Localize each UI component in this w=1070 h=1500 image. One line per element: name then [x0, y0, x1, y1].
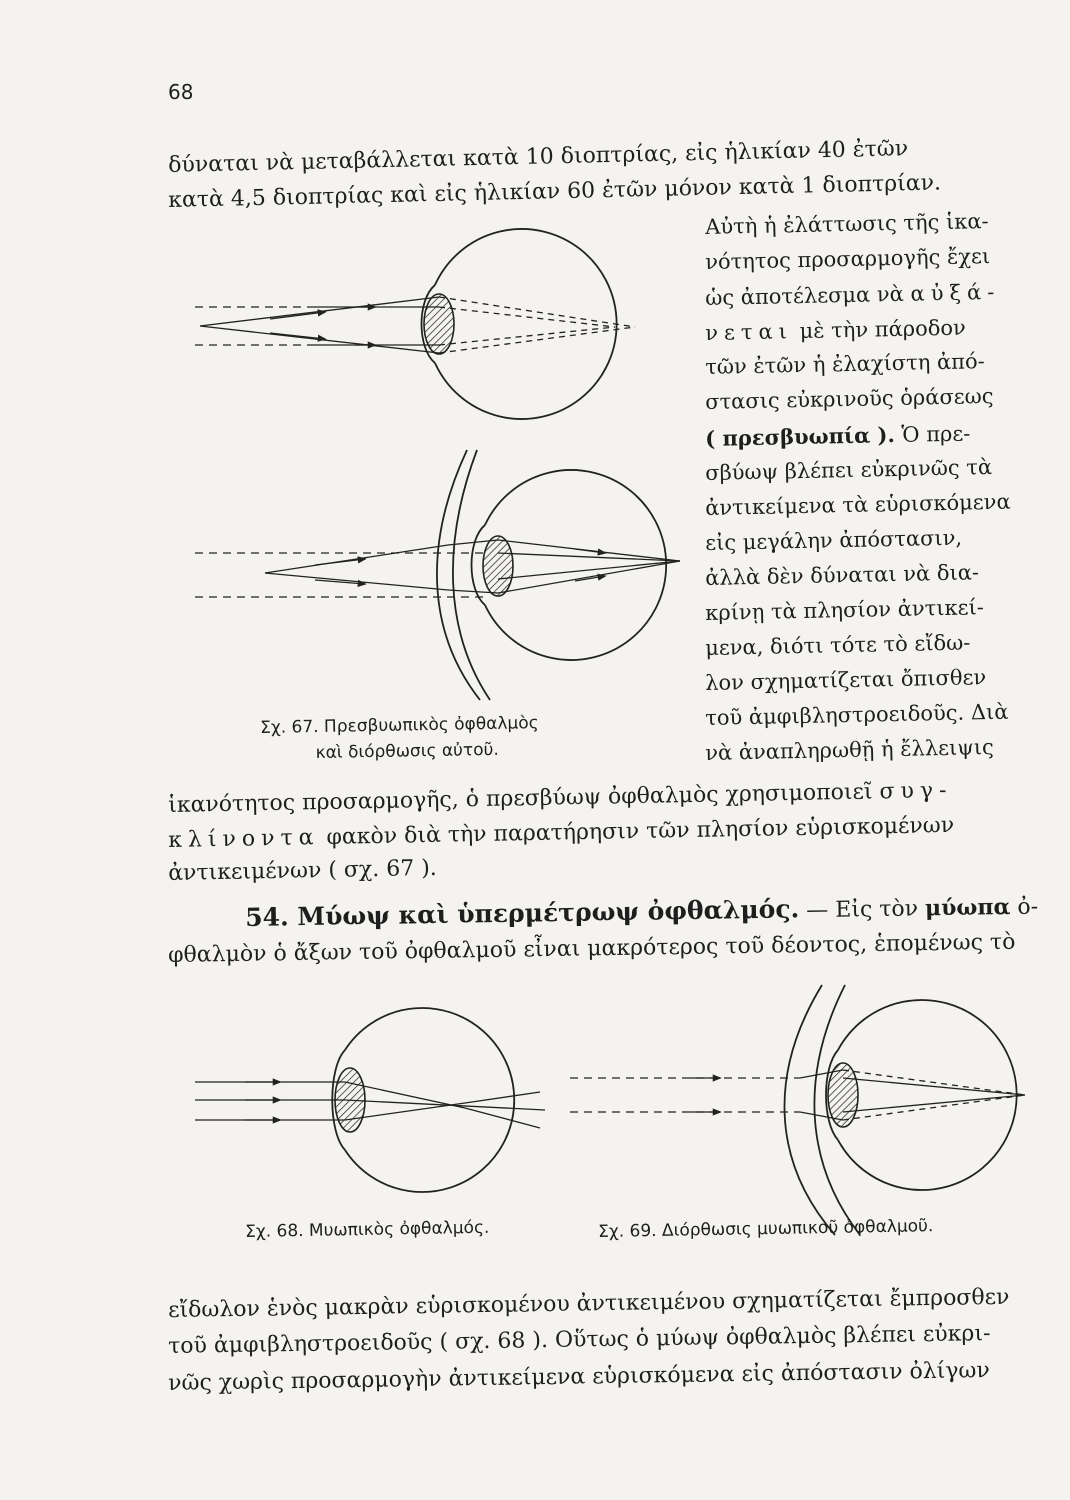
column-text: μὲ τὴν πάροδον [799, 315, 967, 344]
text-line-middle-3: ἀντικειμένων ( σχ. 67 ). [167, 855, 438, 886]
text-segment: — Εἰς τὸν [806, 896, 919, 924]
light-rays [195, 297, 635, 353]
column-line: τῶν ἐτῶν ἡ ἐλαχίστη ἀπό- [704, 349, 985, 379]
column-line [704, 315, 967, 345]
lens [483, 536, 513, 596]
caption-line: Σχ. 67. Πρεσβυωπικὸς ὀφθαλμὸς [260, 713, 539, 738]
figure-69-corrected-myopic-eye [570, 980, 1040, 1240]
text-segment: ἱκανότητος προσαρμογῆς, ὁ πρεσβύωψ ὀφθαλμὸς χρησιμοποιεῖ [167, 779, 873, 818]
section-heading: 54. Μύωψ καὶ ὑπερμέτρωψ ὀφθαλμός. [244, 894, 800, 932]
caption-line: καὶ διόρθωσις αὐτοῦ. [315, 739, 499, 764]
spaced-word: κλίνοντα [167, 825, 320, 853]
figure-67-corrected-eye [195, 445, 695, 710]
text-line-2: κατὰ 4,5 διοπτρίας καὶ εἰς ἡλικίαν 60 ἐτῶν μόνον κατὰ 1 διοπτρίαν. [167, 170, 942, 213]
text-line-1: δύναται νὰ μεταβάλλεται κατὰ 10 διοπτρίας, εἰς ἡλικίαν 40 ἐτῶν [167, 136, 909, 178]
column-line: σβύωψ βλέπει εὐκρινῶς τὰ [704, 454, 993, 485]
text-segment: φακὸν διὰ τὴν παρατήρησιν τῶν πλησίον εὑρισκομένων [326, 812, 955, 850]
text-line-section-2: φθαλμὸν ὁ ἄξων τοῦ ὀφθαλμοῦ εἶναι μακρότερος τοῦ δέοντος, ἑπομένως τὸ [167, 929, 1016, 968]
column-line: εἰς μεγάλην ἀπόστασιν, [704, 525, 963, 555]
figure-67-caption [260, 713, 539, 764]
term-myope: μύωπα [924, 893, 1011, 922]
spaced-word: νεται [704, 319, 794, 345]
spaced-word: αὐξά- [910, 279, 1001, 306]
section-heading-line [245, 893, 1038, 931]
figure-68-caption: Σχ. 68. Μυωπικὸς ὀφθαλμός. [245, 1217, 490, 1242]
column-line: Αὐτὴ ἡ ἐλάττωσις τῆς ἱκα- [704, 209, 989, 239]
text-line-bottom-1: εἴδωλον ἑνὸς μακρὰν εὑρισκομένου ἀντικειμένου σχηματίζεται ἔμπροσθεν [167, 1284, 1010, 1323]
column-line: στασις εὐκρινοῦς ὁράσεως [704, 383, 994, 414]
column-line: νὰ ἀναπληρωθῇ ἡ ἔλλειψις [704, 734, 994, 765]
text-line-middle-1 [167, 777, 953, 818]
column-text: Ὁ πρε- [901, 421, 971, 447]
light-rays [195, 1082, 545, 1128]
page-number: 68 [168, 80, 194, 104]
column-line: τοῦ ἀμφιβληστροειδοῦς. Διὰ [704, 699, 1009, 730]
text-line-bottom-3: νῶς χωρὶς προσαρμογὴν ἀντικείμενα εὑρισκόμενα εἰς ἀπόστασιν ὀλίγων [167, 1358, 990, 1396]
column-line: ἀλλὰ δὲν δύναται νὰ δια- [704, 560, 980, 590]
column-line: μενα, διότι τότε τὸ εἴδω- [704, 630, 971, 660]
column-line [705, 422, 971, 450]
column-line [704, 279, 1001, 310]
column-line: κρίνῃ τὰ πλησίον ἀντικεί- [704, 595, 985, 625]
column-line: ἀντικείμενα τὰ εὑρισκόμενα [704, 489, 1011, 520]
column-line: λον σχηματίζεται ὄπισθεν [704, 665, 987, 695]
column-line: νότητος προσαρμογῆς ἔχει [704, 244, 991, 274]
figure-67-presbyopic-eye [195, 215, 695, 440]
column-text: ὡς ἀποτέλεσμα νὰ [704, 281, 905, 310]
corrective-lens-front [437, 450, 480, 700]
text-line-bottom-2: τοῦ ἀμφιβληστροειδοῦς ( σχ. 68 ). Οὕτως ὁ μύωψ ὀφθαλμὸς βλέπει εὐκρι- [167, 1321, 991, 1359]
text-segment: ὀ- [1017, 894, 1039, 920]
light-rays [570, 1070, 1025, 1120]
figure-69-caption: Σχ. 69. Διόρθωσις μυωπικοῦ ὀφθαλμοῦ. [598, 1216, 934, 1242]
spaced-word: συγ- [879, 777, 953, 805]
term-presbyopia: ( πρεσβυωπία ). [704, 422, 896, 451]
figure-68-myopic-eye [195, 1000, 555, 1210]
text-line-middle-2 [167, 812, 955, 853]
